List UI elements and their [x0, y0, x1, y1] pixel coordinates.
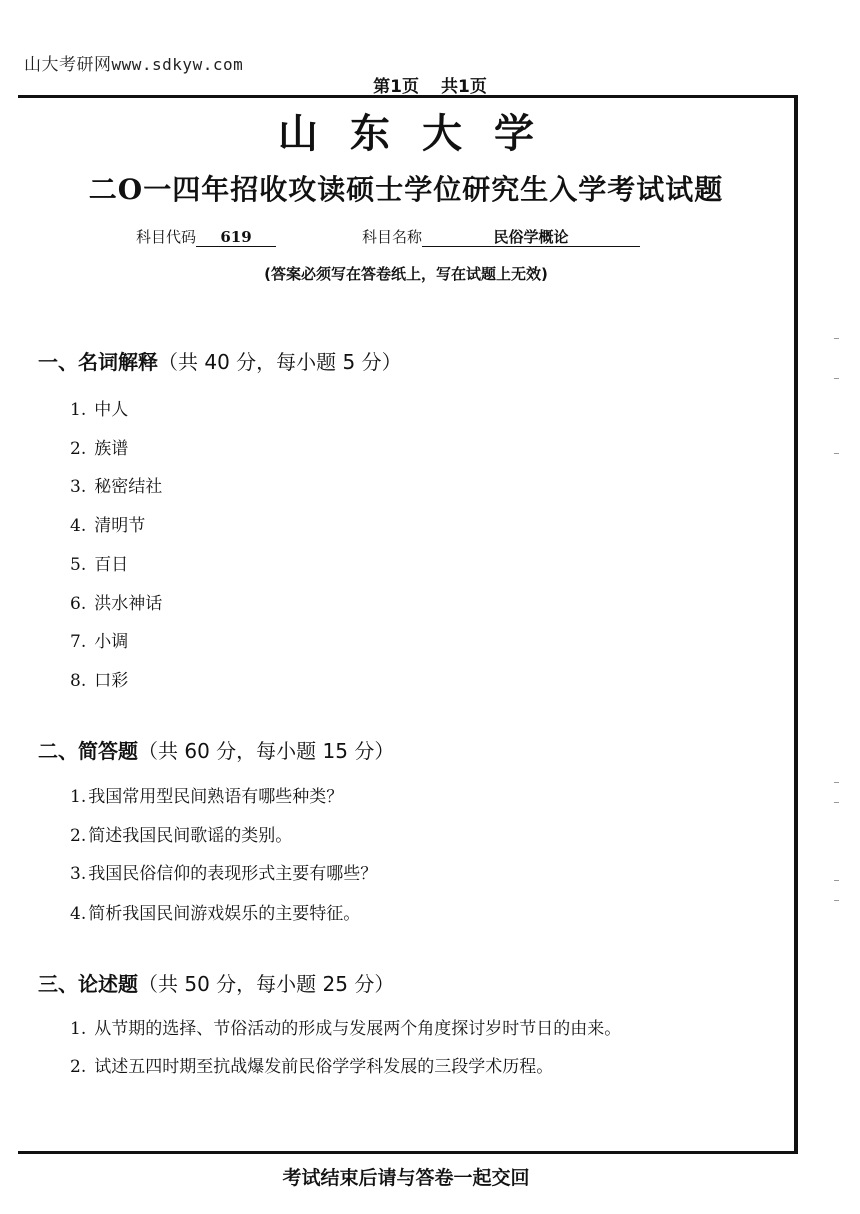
watermark-site-name: 山大考研网	[24, 55, 112, 75]
university-name: 山东大学	[278, 110, 566, 157]
item-text: 我国民俗信仰的表现形式主要有哪些？	[88, 864, 378, 884]
item-text: 口彩	[94, 671, 129, 691]
list-item	[70, 589, 162, 614]
item-number: 4.	[70, 904, 87, 924]
section-title: 二、简答题	[38, 739, 138, 763]
item-number: 2.	[70, 439, 87, 459]
page-indicator	[0, 72, 860, 97]
item-number: 6.	[70, 594, 87, 614]
section-points: （共 60 分，每小题 15 分）	[138, 739, 395, 763]
section-heading	[38, 346, 402, 375]
item-number: 7.	[70, 632, 87, 652]
scan-mark	[834, 802, 839, 803]
list-item	[70, 511, 145, 536]
list-item	[70, 434, 128, 459]
scan-mark	[834, 453, 839, 454]
list-item	[70, 859, 377, 884]
item-number: 1.	[70, 787, 87, 807]
item-number: 1.	[70, 400, 87, 420]
item-text: 试述五四时期至抗战爆发前民俗学学科发展的三段学术历程。	[94, 1057, 554, 1077]
scan-mark	[834, 378, 839, 379]
item-number: 5.	[70, 555, 87, 575]
list-item	[70, 821, 292, 846]
subject-row	[136, 226, 640, 247]
list-item	[70, 782, 343, 807]
item-number: 2.	[70, 1057, 87, 1077]
item-number: 3.	[70, 477, 87, 497]
item-text: 简析我国民间游戏娱乐的主要特征。	[88, 904, 361, 924]
section-points: （共 40 分，每小题 5 分）	[158, 350, 402, 374]
subject-code-label: 科目代码	[136, 228, 197, 246]
scan-mark	[834, 782, 839, 783]
page-total: 共1页	[441, 77, 487, 97]
item-text: 从节期的选择、节俗活动的形成与发展两个角度探讨岁时节日的由来。	[94, 1019, 622, 1039]
list-item	[70, 899, 360, 924]
footer-note: 考试结束后请与答卷一起交回	[282, 1167, 530, 1189]
list-item	[70, 395, 128, 420]
list-item	[70, 1014, 621, 1039]
list-item	[70, 627, 128, 652]
item-text: 简述我国民间歌谣的类别。	[88, 826, 293, 846]
item-number: 1.	[70, 1019, 87, 1039]
list-item	[70, 1052, 553, 1077]
scan-mark	[834, 900, 839, 901]
subject-name-label: 科目名称	[362, 228, 423, 246]
section-heading	[38, 735, 394, 764]
subject-name: 民俗学概论	[422, 228, 640, 247]
watermark-url: www.sdkyw.com	[111, 55, 244, 74]
answer-notice: (答案必须写在答卷纸上，写在试题上无效)	[264, 265, 548, 283]
item-text: 洪水神话	[94, 594, 163, 614]
section-title: 一、名词解释	[38, 350, 158, 374]
page-current: 第1页	[373, 77, 419, 97]
item-number: 8.	[70, 671, 87, 691]
item-text: 秘密结社	[94, 477, 163, 497]
item-text: 中人	[94, 400, 129, 420]
scan-mark	[834, 880, 839, 881]
item-number: 3.	[70, 864, 87, 884]
item-text: 百日	[94, 555, 129, 575]
item-text: 族谱	[94, 439, 129, 459]
item-number: 4.	[70, 516, 87, 536]
list-item	[70, 666, 128, 691]
section-title: 三、论述题	[38, 972, 138, 996]
subject-code: 619	[196, 228, 276, 247]
item-text: 我国常用型民间熟语有哪些种类？	[88, 787, 344, 807]
scan-mark	[834, 338, 839, 339]
item-text: 清明节	[94, 516, 146, 536]
list-item	[70, 472, 162, 497]
list-item	[70, 550, 128, 575]
section-points: （共 50 分，每小题 25 分）	[138, 972, 395, 996]
item-text: 小调	[94, 632, 129, 652]
section-heading	[38, 968, 394, 997]
item-number: 2.	[70, 826, 87, 846]
exam-title: 二O一四年招收攻读硕士学位研究生入学考试试题	[88, 173, 724, 206]
